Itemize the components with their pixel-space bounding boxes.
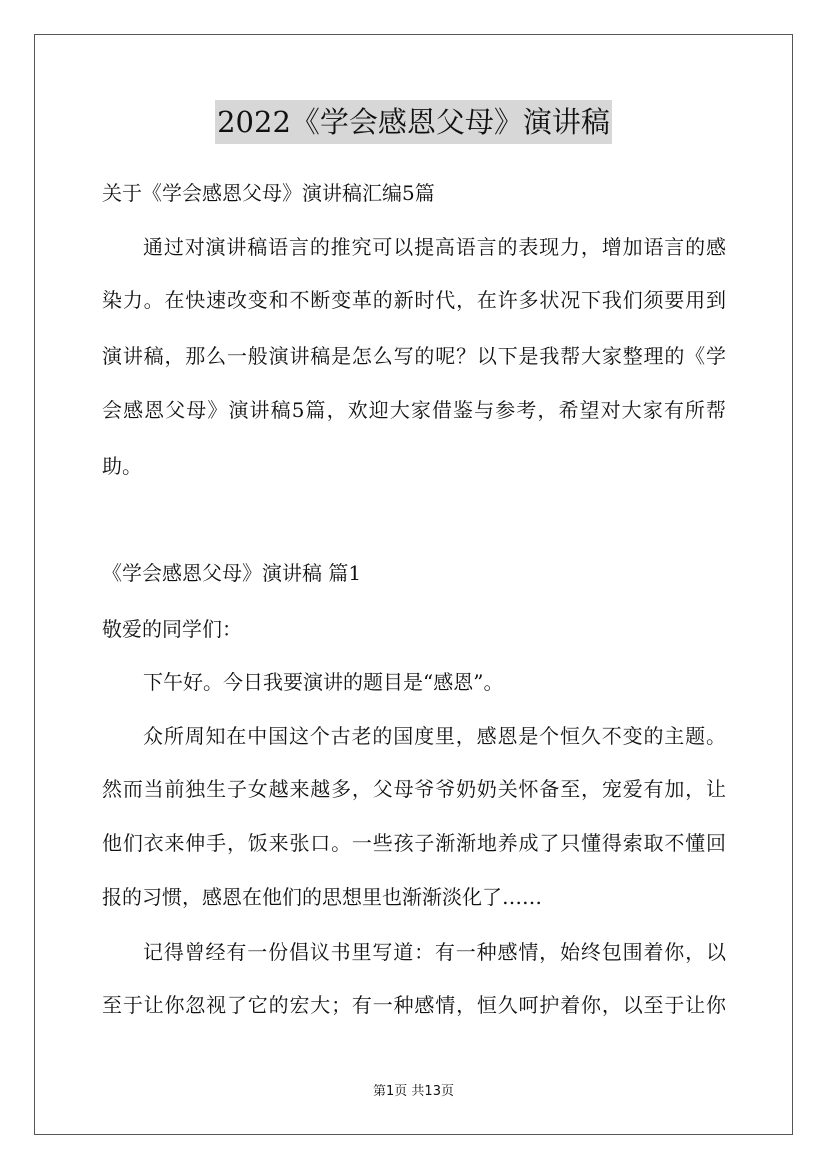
paragraph-line: 演讲稿，那么一般演讲稿是怎么写的呢？以下是我帮大家整理的《学: [102, 344, 726, 368]
paragraph-line: 通过对演讲稿语言的推究可以提高语言的表现力，增加语言的感: [143, 235, 726, 259]
page-number-footer: 第1页 共13页: [373, 1084, 454, 1099]
title-container: [0, 100, 827, 144]
paragraph-line: 助。: [102, 454, 142, 478]
subtitle-line: 关于《学会感恩父母》演讲稿汇编5篇: [102, 181, 435, 205]
section-heading: 《学会感恩父母》演讲稿 篇1: [102, 561, 362, 585]
paragraph-line: 染力。在快速改变和不断变革的新时代，在许多状况下我们须要用到: [102, 288, 726, 312]
document-title: 2022《学会感恩父母》演讲稿: [215, 100, 612, 144]
salutation: 敬爱的同学们：: [102, 617, 242, 641]
paragraph-line: 下午好。今日我要演讲的题目是“感恩”。: [143, 670, 504, 694]
paragraph-line: 然而当前独生子女越来越多，父母爷爷奶奶关怀备至，宠爱有加，让: [102, 777, 726, 801]
paragraph-line: 报的习惯，感恩在他们的思想里也渐渐淡化了……: [102, 885, 542, 909]
paragraph-line: 众所周知在中国这个古老的国度里，感恩是个恒久不变的主题。: [143, 724, 726, 748]
paragraph-line: 他们衣来伸手，饭来张口。一些孩子渐渐地养成了只懂得索取不懂回: [102, 831, 726, 855]
paragraph-line: 会感恩父母》演讲稿5篇，欢迎大家借鉴与参考，希望对大家有所帮: [102, 398, 726, 422]
paragraph-line: 记得曾经有一份倡议书里写道：有一种感情，始终包围着你，以: [143, 940, 726, 964]
paragraph-line: 至于让你忽视了它的宏大；有一种感情，恒久呵护着你，以至于让你: [102, 993, 726, 1017]
